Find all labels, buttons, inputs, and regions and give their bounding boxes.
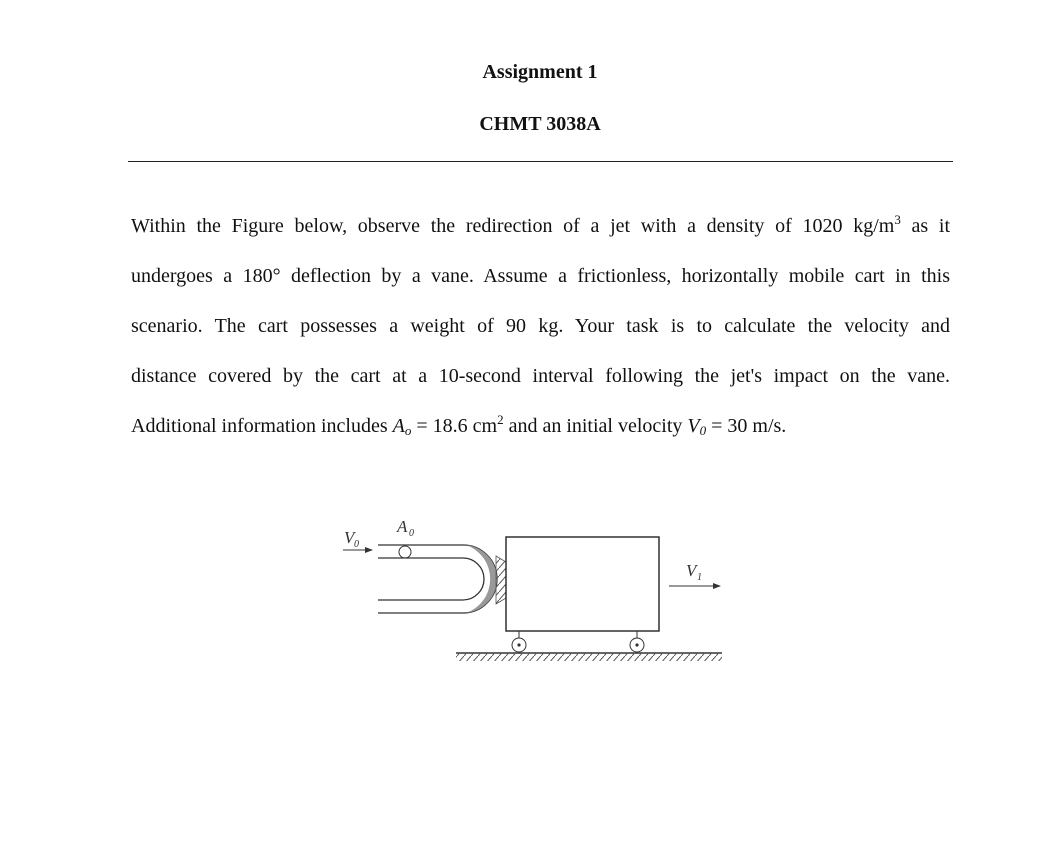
- area-exponent: 2: [497, 412, 504, 427]
- label-v1: V: [686, 561, 697, 580]
- velocity-symbol: V: [687, 415, 700, 437]
- vane: [463, 545, 497, 613]
- velocity-subscript: 0: [699, 423, 707, 438]
- area-value: = 18.6 cm: [411, 415, 498, 437]
- header-divider: [128, 161, 953, 162]
- course-code: CHMT 3038A: [479, 113, 601, 135]
- paragraph-line-4: distance covered by the cart at a 10-second interval following the jet's impact on the vane.: [131, 365, 950, 387]
- line-5-prefix: Additional information includes: [131, 415, 393, 437]
- label-v1-sub: 1: [697, 572, 702, 583]
- jet-cart-figure: [338, 512, 730, 672]
- wheel-left-hub: [517, 643, 520, 646]
- assignment-title: Assignment 1: [482, 61, 598, 83]
- jet-area-circle: [399, 546, 411, 558]
- paragraph-line-1: [131, 214, 950, 238]
- jet-inner-turn: [463, 558, 484, 600]
- line-5-mid: and an initial velocity: [503, 415, 688, 437]
- ground-hatching: [456, 653, 722, 661]
- velocity-value: = 30 m/s.: [706, 415, 787, 437]
- line-1-text: Within the Figure below, observe the redirection of a jet with a density of 1020 kg/m: [131, 215, 895, 237]
- wheel-right-hub: [635, 643, 638, 646]
- line-1-tail: as it: [900, 215, 950, 237]
- paragraph-line-2: undergoes a 180° deflection by a vane. Assume a frictionless, horizontally mobile cart in this: [131, 265, 950, 287]
- label-a0: A: [397, 517, 408, 536]
- paragraph-line-5: [131, 414, 950, 438]
- paragraph-line-3: scenario. The cart possesses a weight of 90 kg. Your task is to calculate the velocity and: [131, 315, 950, 337]
- label-v0: V: [344, 528, 355, 547]
- density-exponent: 3: [894, 212, 901, 227]
- area-subscript: o: [404, 423, 412, 438]
- area-symbol: A: [392, 415, 405, 437]
- label-a0-sub: 0: [409, 528, 414, 539]
- label-v0-sub: 0: [354, 539, 359, 550]
- cart-body: [506, 537, 659, 631]
- vane-mount: [496, 556, 506, 604]
